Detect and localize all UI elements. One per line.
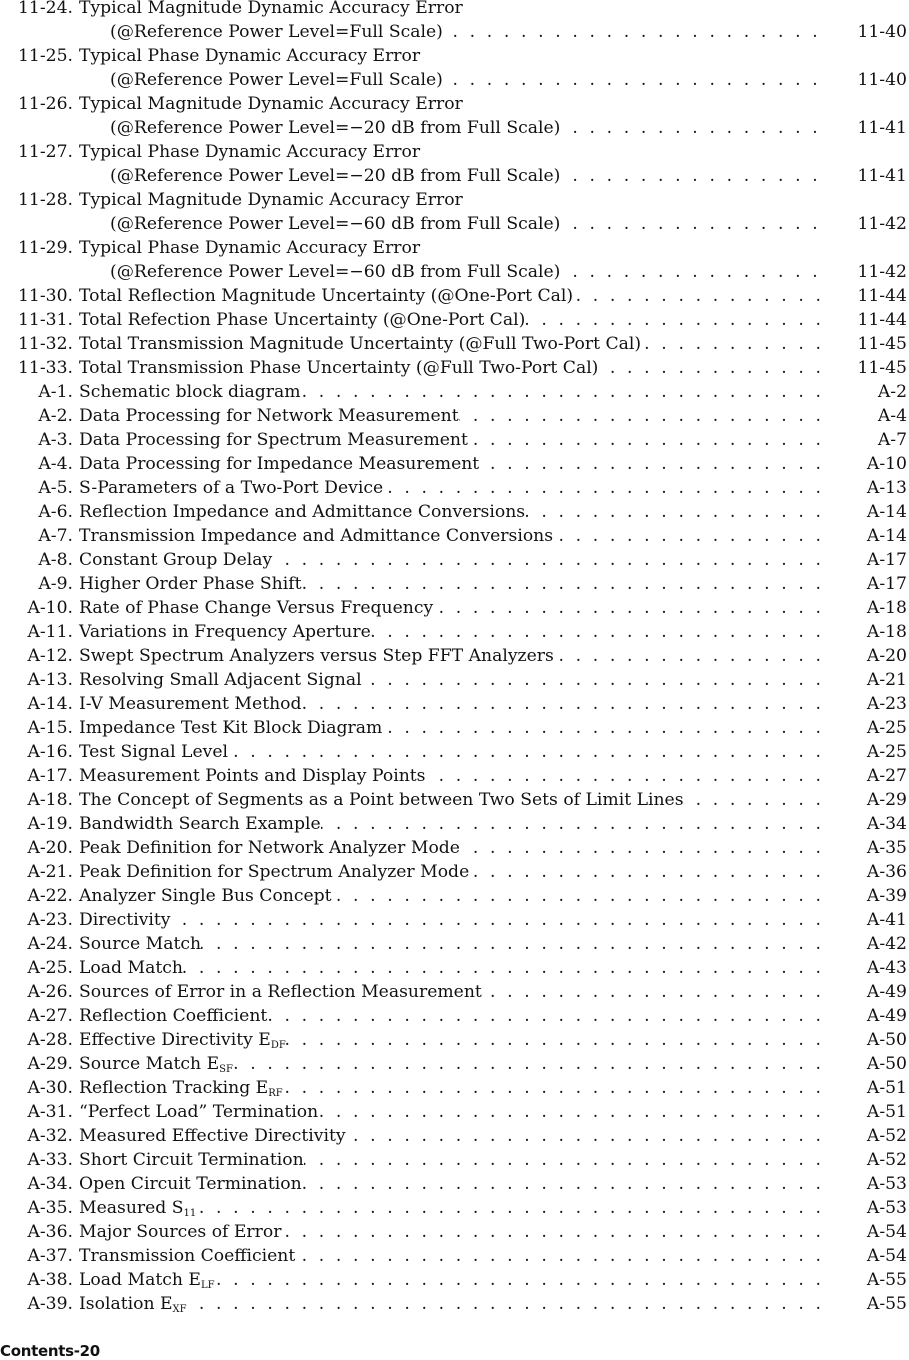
figure-number: A-18. [27, 790, 73, 810]
figure-title: Reflection Coefficient [79, 1006, 268, 1026]
entry-line [79, 620, 909, 644]
figure-title: Reflection Impedance and Admittance Conversions [79, 502, 526, 522]
page-number: A-53 [866, 1174, 907, 1194]
entry-line [79, 764, 909, 788]
entry-line [79, 284, 909, 308]
toc-entry[interactable] [0, 500, 909, 524]
entry-line [79, 140, 909, 164]
figure-number: A-16. [27, 742, 73, 762]
entry-line [79, 380, 909, 404]
page-number: A-23 [866, 694, 907, 714]
figure-title: Directivity [79, 910, 171, 930]
entry-line [79, 1172, 909, 1196]
page-number: 11-41 [857, 166, 907, 186]
figure-number: A-20. [27, 838, 73, 858]
entry-line [110, 260, 909, 284]
toc-entry[interactable] [0, 884, 909, 908]
page-number: A-50 [866, 1030, 907, 1050]
entry-line [79, 956, 909, 980]
figure-number: 11-25. [17, 46, 73, 66]
toc-entry[interactable] [0, 716, 909, 740]
figure-number: A-33. [27, 1150, 73, 1170]
toc-entry[interactable] [0, 1148, 909, 1172]
figure-number: A-39. [27, 1294, 73, 1314]
figure-title: Measurement Points and Display Points [79, 766, 426, 786]
toc-entry[interactable] [0, 308, 909, 332]
toc-entry[interactable] [0, 428, 909, 452]
entry-line [79, 668, 909, 692]
entry-line [110, 116, 909, 140]
dot-leader [79, 956, 831, 980]
page-number: A-25 [866, 718, 907, 738]
figure-number: 11-26. [17, 94, 73, 114]
page-number: A-49 [866, 1006, 907, 1026]
figure-title: Sources of Error in a Reflection Measurement [79, 982, 482, 1002]
figure-title-continuation: (@Reference Power Level=Full Scale) [110, 22, 443, 42]
entry-line [79, 356, 909, 380]
figure-title: Higher Order Phase Shift [79, 574, 302, 594]
entry-line [79, 812, 909, 836]
figure-number: 11-30. [17, 286, 73, 306]
entry-line [79, 548, 909, 572]
figure-number: A-21. [27, 862, 73, 882]
figure-title: Open Circuit Termination [79, 1174, 302, 1194]
figure-title: Peak Definition for Network Analyzer Mode [79, 838, 460, 858]
toc-entry[interactable] [0, 596, 909, 620]
figure-title-continuation: (@Reference Power Level=−60 dB from Full Scale) [110, 262, 561, 282]
figure-number: A-11. [27, 622, 73, 642]
figure-title: Transmission Coefficient [79, 1246, 296, 1266]
entry-line [79, 1220, 909, 1244]
figure-number: A-32. [27, 1126, 73, 1146]
figure-number: A-27. [27, 1006, 73, 1026]
figure-number: A-17. [27, 766, 73, 786]
dot-leader [79, 908, 831, 932]
figure-number: A-6. [38, 502, 73, 522]
page-number: 11-42 [857, 214, 907, 234]
figure-number: A-26. [27, 982, 73, 1002]
toc-entry[interactable] [0, 764, 909, 788]
figure-title: Constant Group Delay [79, 550, 273, 570]
entry-line [79, 1268, 909, 1292]
page-number: A-14 [866, 526, 907, 546]
figure-title: Total Reflection Magnitude Uncertainty (@One-Port Cal) [79, 286, 574, 306]
figure-number: A-10. [27, 598, 73, 618]
page-number: A-51 [866, 1078, 907, 1098]
figure-number: A-19. [27, 814, 73, 834]
page-number: A-4 [877, 406, 907, 426]
toc-entry[interactable] [0, 980, 909, 1004]
figure-title: Analyzer Single Bus Concept [79, 886, 332, 906]
figure-title: Typical Phase Dynamic Accuracy Error [79, 238, 421, 258]
figure-title-subscript: DF [270, 1040, 286, 1051]
toc-entry[interactable] [0, 92, 909, 116]
figure-number: A-36. [27, 1222, 73, 1242]
page-number: A-7 [877, 430, 907, 450]
page-number: A-21 [866, 670, 907, 690]
page-footer: Contents-20 [0, 1342, 100, 1360]
toc-entry[interactable] [0, 1268, 909, 1292]
figure-title: Load Match [79, 958, 183, 978]
figure-title: Measured Effective Directivity [79, 1126, 346, 1146]
entry-line [79, 1124, 909, 1148]
figure-title: “Perfect Load” Termination [79, 1102, 319, 1122]
toc-entry-continuation[interactable] [0, 212, 909, 236]
figure-number: A-12. [27, 646, 73, 666]
page-number: A-55 [866, 1270, 907, 1290]
toc-entry[interactable] [0, 956, 909, 980]
figure-number: A-38. [27, 1270, 73, 1290]
page-number: A-10 [866, 454, 907, 474]
entry-line [79, 644, 909, 668]
page-number: 11-45 [857, 358, 907, 378]
page-number: 11-40 [857, 22, 907, 42]
page-number: A-25 [866, 742, 907, 762]
entry-line [79, 428, 909, 452]
page-number: A-17 [866, 574, 907, 594]
toc-entry-continuation[interactable] [0, 116, 909, 140]
toc-entry[interactable] [0, 356, 909, 380]
figure-title: The Concept of Segments as a Point between Two Sets of Limit Lines [79, 790, 684, 810]
page-number: A-50 [866, 1054, 907, 1074]
entry-line [79, 1004, 909, 1028]
toc-entry[interactable] [0, 524, 909, 548]
figure-number: A-22. [27, 886, 73, 906]
entry-line [79, 980, 909, 1004]
toc-entry[interactable] [0, 1172, 909, 1196]
figure-title: Schematic block diagram [79, 382, 301, 402]
entry-line [79, 332, 909, 356]
figure-title-subscript: RF [268, 1088, 283, 1099]
page-number: A-52 [866, 1126, 907, 1146]
figure-title-continuation: (@Reference Power Level=−60 dB from Full Scale) [110, 214, 561, 234]
entry-line [79, 1196, 909, 1220]
figure-number: 11-29. [17, 238, 73, 258]
page-number: A-43 [866, 958, 907, 978]
figure-number: 11-33. [17, 358, 73, 378]
figure-title: Source Match E [79, 1054, 220, 1074]
figure-title: Transmission Impedance and Admittance Conversions [79, 526, 554, 546]
page-number: A-54 [866, 1222, 907, 1242]
entry-line [79, 1052, 909, 1076]
entry-line [110, 164, 909, 188]
entry-line [79, 1292, 909, 1316]
toc-entry[interactable] [0, 644, 909, 668]
entry-line [79, 884, 909, 908]
entry-line [79, 836, 909, 860]
page-number: A-20 [866, 646, 907, 666]
entry-line [79, 740, 909, 764]
figure-title: Typical Phase Dynamic Accuracy Error [79, 142, 421, 162]
entry-line [79, 572, 909, 596]
figure-title: Short Circuit Termination [79, 1150, 304, 1170]
page-number: A-49 [866, 982, 907, 1002]
figure-title: Reflection Tracking E [79, 1078, 269, 1098]
figure-title-subscript: XF [172, 1304, 187, 1315]
toc-entry[interactable] [0, 140, 909, 164]
entry-line [79, 308, 909, 332]
page-number: A-41 [866, 910, 907, 930]
entry-line [79, 452, 909, 476]
figure-number: A-34. [27, 1174, 73, 1194]
figure-number: 11-32. [17, 334, 73, 354]
entry-line [79, 1148, 909, 1172]
entry-line [79, 236, 909, 260]
toc-entry[interactable] [0, 380, 909, 404]
figure-number: A-3. [38, 430, 73, 450]
toc-entry[interactable] [0, 1292, 909, 1316]
figure-title-subscript: 11 [183, 1208, 197, 1219]
figure-title: Total Transmission Phase Uncertainty (@Full Two-Port Cal) [79, 358, 599, 378]
entry-line [79, 1028, 909, 1052]
figure-number: A-35. [27, 1198, 73, 1218]
page-number: 11-44 [857, 310, 907, 330]
figure-number: A-25. [27, 958, 73, 978]
figure-number: A-7. [38, 526, 73, 546]
page-number: A-54 [866, 1246, 907, 1266]
figure-title: Resolving Small Adjacent Signal [79, 670, 362, 690]
figure-number: A-23. [27, 910, 73, 930]
page-number: 11-41 [857, 118, 907, 138]
page-number: A-36 [866, 862, 907, 882]
figure-title: I-V Measurement Method [79, 694, 302, 714]
figure-title: Effective Directivity E [79, 1030, 271, 1050]
figure-title-continuation: (@Reference Power Level=−20 dB from Full Scale) [110, 118, 561, 138]
entry-line [79, 788, 909, 812]
figure-title: Impedance Test Kit Block Diagram [79, 718, 383, 738]
entry-line [79, 188, 909, 212]
toc-entry[interactable] [0, 1196, 909, 1220]
figure-title: Variations in Frequency Aperture [79, 622, 371, 642]
entry-line [110, 68, 909, 92]
figure-number: A-31. [27, 1102, 73, 1122]
toc-entry[interactable] [0, 836, 909, 860]
figure-title: Data Processing for Impedance Measurement [79, 454, 480, 474]
entry-line [79, 404, 909, 428]
toc-entry[interactable] [0, 620, 909, 644]
page-number: A-52 [866, 1150, 907, 1170]
figure-title-continuation: (@Reference Power Level=Full Scale) [110, 70, 443, 90]
figure-title: Load Match E [79, 1270, 201, 1290]
figure-number: 11-28. [17, 190, 73, 210]
page-number: 11-45 [857, 334, 907, 354]
figure-title: Rate of Phase Change Versus Frequency [79, 598, 434, 618]
toc-entry-continuation[interactable] [0, 164, 909, 188]
page-number: A-42 [866, 934, 907, 954]
toc-entry[interactable] [0, 1100, 909, 1124]
figure-title: Total Refection Phase Uncertainty (@One-Port Cal) [79, 310, 526, 330]
entry-line [79, 1076, 909, 1100]
page-number: A-34 [866, 814, 907, 834]
page-number: A-29 [866, 790, 907, 810]
figure-title: Typical Magnitude Dynamic Accuracy Error [79, 94, 463, 114]
figure-title: Measured S [79, 1198, 184, 1218]
figure-number: A-9. [38, 574, 73, 594]
page-number: A-18 [866, 598, 907, 618]
figure-number: A-14. [27, 694, 73, 714]
entry-line [110, 212, 909, 236]
figure-title-subscript: SF [219, 1064, 233, 1075]
page-number: 11-44 [857, 286, 907, 306]
entry-line [79, 860, 909, 884]
figure-title: S-Parameters of a Two-Port Device [79, 478, 384, 498]
entry-line [79, 596, 909, 620]
toc-entry-continuation[interactable] [0, 68, 909, 92]
toc-entry[interactable] [0, 404, 909, 428]
toc-entry[interactable] [0, 1124, 909, 1148]
figure-number: A-8. [38, 550, 73, 570]
toc-entry[interactable] [0, 188, 909, 212]
toc-entry[interactable] [0, 692, 909, 716]
toc-entry[interactable] [0, 1028, 909, 1052]
toc-entry[interactable] [0, 44, 909, 68]
toc-entry[interactable] [0, 1244, 909, 1268]
entry-line [79, 44, 909, 68]
toc-entry[interactable] [0, 0, 909, 20]
toc-entry[interactable] [0, 740, 909, 764]
toc-entry[interactable] [0, 284, 909, 308]
figure-title-continuation: (@Reference Power Level=−20 dB from Full Scale) [110, 166, 561, 186]
figure-title: Swept Spectrum Analyzers versus Step FFT Analyzers [79, 646, 554, 666]
figure-title: Major Sources of Error [79, 1222, 282, 1242]
toc-entry-continuation[interactable] [0, 20, 909, 44]
figure-number: A-4. [38, 454, 73, 474]
figure-number: 11-27. [17, 142, 73, 162]
toc-entry-continuation[interactable] [0, 260, 909, 284]
page-number: A-51 [866, 1102, 907, 1122]
figure-number: A-2. [38, 406, 73, 426]
toc-entry[interactable] [0, 236, 909, 260]
figure-title: Typical Magnitude Dynamic Accuracy Error [79, 0, 463, 18]
entry-line [79, 1244, 909, 1268]
figure-title: Source Match [79, 934, 202, 954]
page-number: A-17 [866, 550, 907, 570]
toc-entry[interactable] [0, 932, 909, 956]
page-number: A-27 [866, 766, 907, 786]
toc-entry[interactable] [0, 1076, 909, 1100]
figure-number: A-29. [27, 1054, 73, 1074]
entry-line [79, 500, 909, 524]
entry-line [79, 692, 909, 716]
entry-line [79, 524, 909, 548]
entry-line [79, 932, 909, 956]
page-number: A-55 [866, 1294, 907, 1314]
entry-line [79, 1100, 909, 1124]
figure-title: Isolation E [79, 1294, 173, 1314]
page-number: A-53 [866, 1198, 907, 1218]
toc-entry[interactable] [0, 1052, 909, 1076]
figure-number: 11-31. [17, 310, 73, 330]
figure-title: Total Transmission Magnitude Uncertainty (@Full Two-Port Cal) [79, 334, 642, 354]
toc-entry[interactable] [0, 860, 909, 884]
figure-number: A-37. [27, 1246, 73, 1266]
figure-number: A-15. [27, 718, 73, 738]
entry-line [110, 20, 909, 44]
toc-entry[interactable] [0, 1220, 909, 1244]
toc-entry[interactable] [0, 452, 909, 476]
toc-entry[interactable] [0, 908, 909, 932]
toc-entry[interactable] [0, 788, 909, 812]
page-number: A-39 [866, 886, 907, 906]
figure-title: Test Signal Level [79, 742, 229, 762]
toc-entry[interactable] [0, 548, 909, 572]
figure-number: A-28. [27, 1030, 73, 1050]
toc-entry[interactable] [0, 1004, 909, 1028]
page-number: A-2 [877, 382, 907, 402]
page-number: A-35 [866, 838, 907, 858]
figure-title: Bandwidth Search Example [79, 814, 321, 834]
figure-number: A-30. [27, 1078, 73, 1098]
figure-number: A-5. [38, 478, 73, 498]
figure-title: Typical Phase Dynamic Accuracy Error [79, 46, 421, 66]
page-number: 11-40 [857, 70, 907, 90]
dot-leader [79, 1292, 831, 1316]
figure-title-subscript: LF [200, 1280, 215, 1291]
toc-entry[interactable] [0, 812, 909, 836]
entry-line [79, 716, 909, 740]
entry-line [79, 476, 909, 500]
entry-line [79, 0, 909, 20]
entry-line [79, 92, 909, 116]
toc-entry[interactable] [0, 668, 909, 692]
figure-number: A-1. [38, 382, 73, 402]
toc-entry[interactable] [0, 332, 909, 356]
page-number: A-14 [866, 502, 907, 522]
figure-title: Typical Magnitude Dynamic Accuracy Error [79, 190, 463, 210]
page-number: 11-42 [857, 262, 907, 282]
figure-title: Peak Definition for Spectrum Analyzer Mode [79, 862, 470, 882]
toc-entry[interactable] [0, 476, 909, 500]
page-number: A-18 [866, 622, 907, 642]
figure-number: A-24. [27, 934, 73, 954]
figure-number: A-13. [27, 670, 73, 690]
figure-title: Data Processing for Spectrum Measurement [79, 430, 468, 450]
figure-number: 11-24. [17, 0, 73, 18]
entry-line [79, 908, 909, 932]
page-number: A-13 [866, 478, 907, 498]
figure-title: Data Processing for Network Measurement [79, 406, 459, 426]
toc-entry[interactable] [0, 572, 909, 596]
